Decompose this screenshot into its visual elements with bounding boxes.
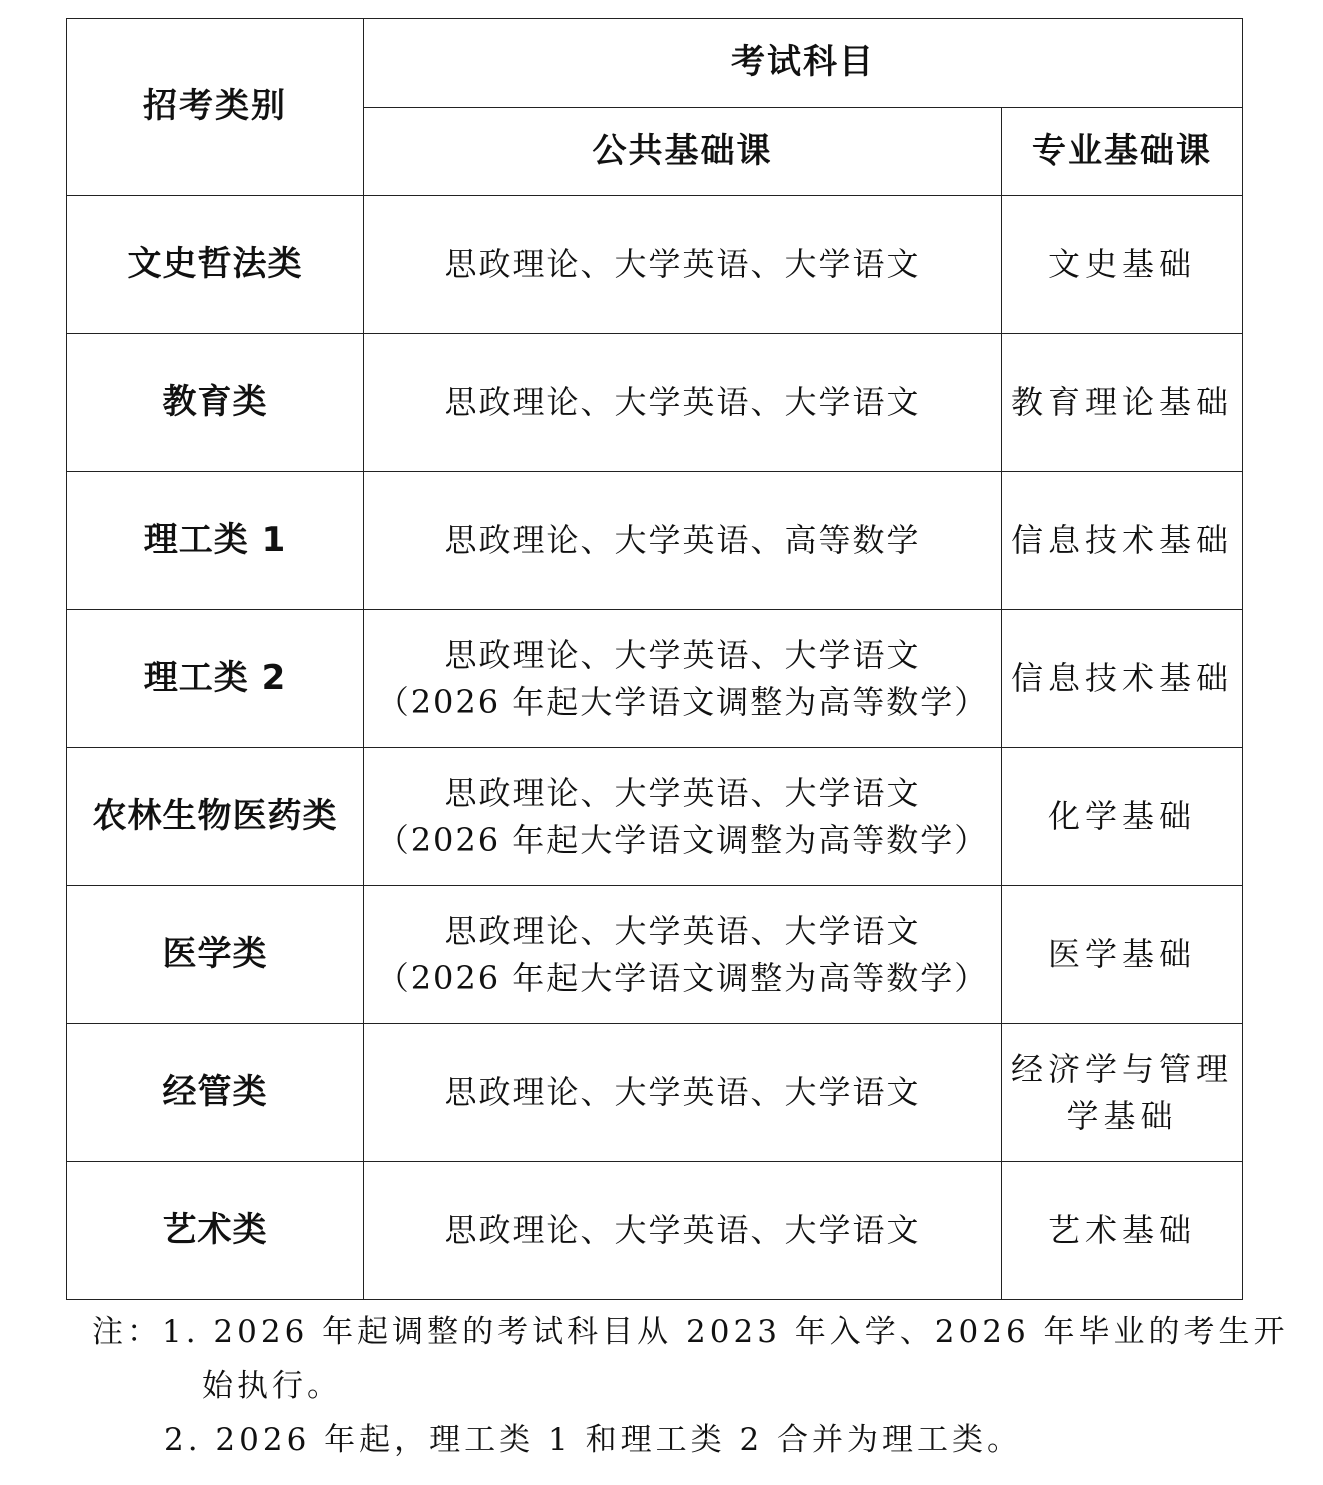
table-row <box>67 472 1243 610</box>
public-course-text: 思政理论、大学英语、大学语文 <box>444 1073 921 1112</box>
professional-course-cell <box>1002 610 1243 748</box>
public-course-cell <box>364 748 1002 886</box>
header-exam-subjects: 考试科目 <box>364 19 1243 108</box>
exam-subjects-table <box>66 18 1243 1300</box>
public-course-cell <box>364 1162 1002 1300</box>
professional-course-cell <box>1002 748 1243 886</box>
public-course-cell <box>364 472 1002 610</box>
category-cell: 教育类 <box>67 334 364 472</box>
public-course-text: 思政理论、大学英语、大学语文 <box>444 1211 921 1250</box>
professional-course-cell <box>1002 1024 1243 1162</box>
header-public-course: 公共基础课 <box>364 108 1002 196</box>
professional-course-cell <box>1002 1162 1243 1300</box>
public-course-text: 思政理论、大学英语、大学语文 <box>444 245 921 284</box>
category-cell: 农林生物医药类 <box>67 748 364 886</box>
note-2: 2. 2026 年起，理工类 1 和理工类 2 合并为理工类。 <box>164 1422 1023 1458</box>
public-course-cell <box>364 886 1002 1024</box>
table-row <box>67 196 1243 334</box>
category-cell: 文史哲法类 <box>67 196 364 334</box>
public-course-cell <box>364 1024 1002 1162</box>
professional-course-text: 教育理论基础 <box>1010 383 1233 422</box>
category-cell: 医学类 <box>67 886 364 1024</box>
professional-course-text: 医学基础 <box>1047 935 1196 974</box>
notes <box>92 1305 1289 1467</box>
professional-course-text: 化学基础 <box>1047 797 1196 836</box>
category-cell: 经管类 <box>67 1024 364 1162</box>
public-course-note: （2026 年起大学语文调整为高等数学） <box>376 682 989 721</box>
category-cell: 艺术类 <box>67 1162 364 1300</box>
table-row <box>67 1162 1243 1300</box>
professional-course-text: 信息技术基础 <box>1010 659 1233 698</box>
category-cell: 理工类 2 <box>67 610 364 748</box>
professional-course-text: 艺术基础 <box>1047 1211 1196 1250</box>
professional-course-cell <box>1002 334 1243 472</box>
header-professional-course: 专业基础课 <box>1002 108 1243 196</box>
public-course-cell <box>364 196 1002 334</box>
table-row <box>67 610 1243 748</box>
professional-course-text: 经济学与管理学基础 <box>1010 1050 1233 1135</box>
table-row <box>67 334 1243 472</box>
note-1: 注：1. 2026 年起调整的考试科目从 2023 年入学、2026 年毕业的考生开 <box>92 1314 1289 1350</box>
table-row <box>67 886 1243 1024</box>
note-1-continued: 始执行。 <box>202 1368 342 1404</box>
table-row <box>67 1024 1243 1162</box>
public-course-text: 思政理论、大学英语、大学语文 <box>444 383 921 422</box>
professional-course-text: 文史基础 <box>1047 245 1196 284</box>
table-row <box>67 748 1243 886</box>
professional-course-text: 信息技术基础 <box>1010 521 1233 560</box>
header-row-top <box>67 19 1243 108</box>
professional-course-cell <box>1002 196 1243 334</box>
professional-course-cell <box>1002 472 1243 610</box>
public-course-note: （2026 年起大学语文调整为高等数学） <box>376 820 989 859</box>
table-body <box>67 196 1243 1300</box>
public-course-text: 思政理论、大学英语、大学语文 <box>444 912 921 951</box>
public-course-text: 思政理论、大学英语、大学语文 <box>444 636 921 675</box>
public-course-cell <box>364 610 1002 748</box>
public-course-text: 思政理论、大学英语、高等数学 <box>444 521 921 560</box>
header-category: 招考类别 <box>67 19 364 196</box>
public-course-cell <box>364 334 1002 472</box>
category-cell: 理工类 1 <box>67 472 364 610</box>
public-course-note: （2026 年起大学语文调整为高等数学） <box>376 958 989 997</box>
public-course-text: 思政理论、大学英语、大学语文 <box>444 774 921 813</box>
professional-course-cell <box>1002 886 1243 1024</box>
